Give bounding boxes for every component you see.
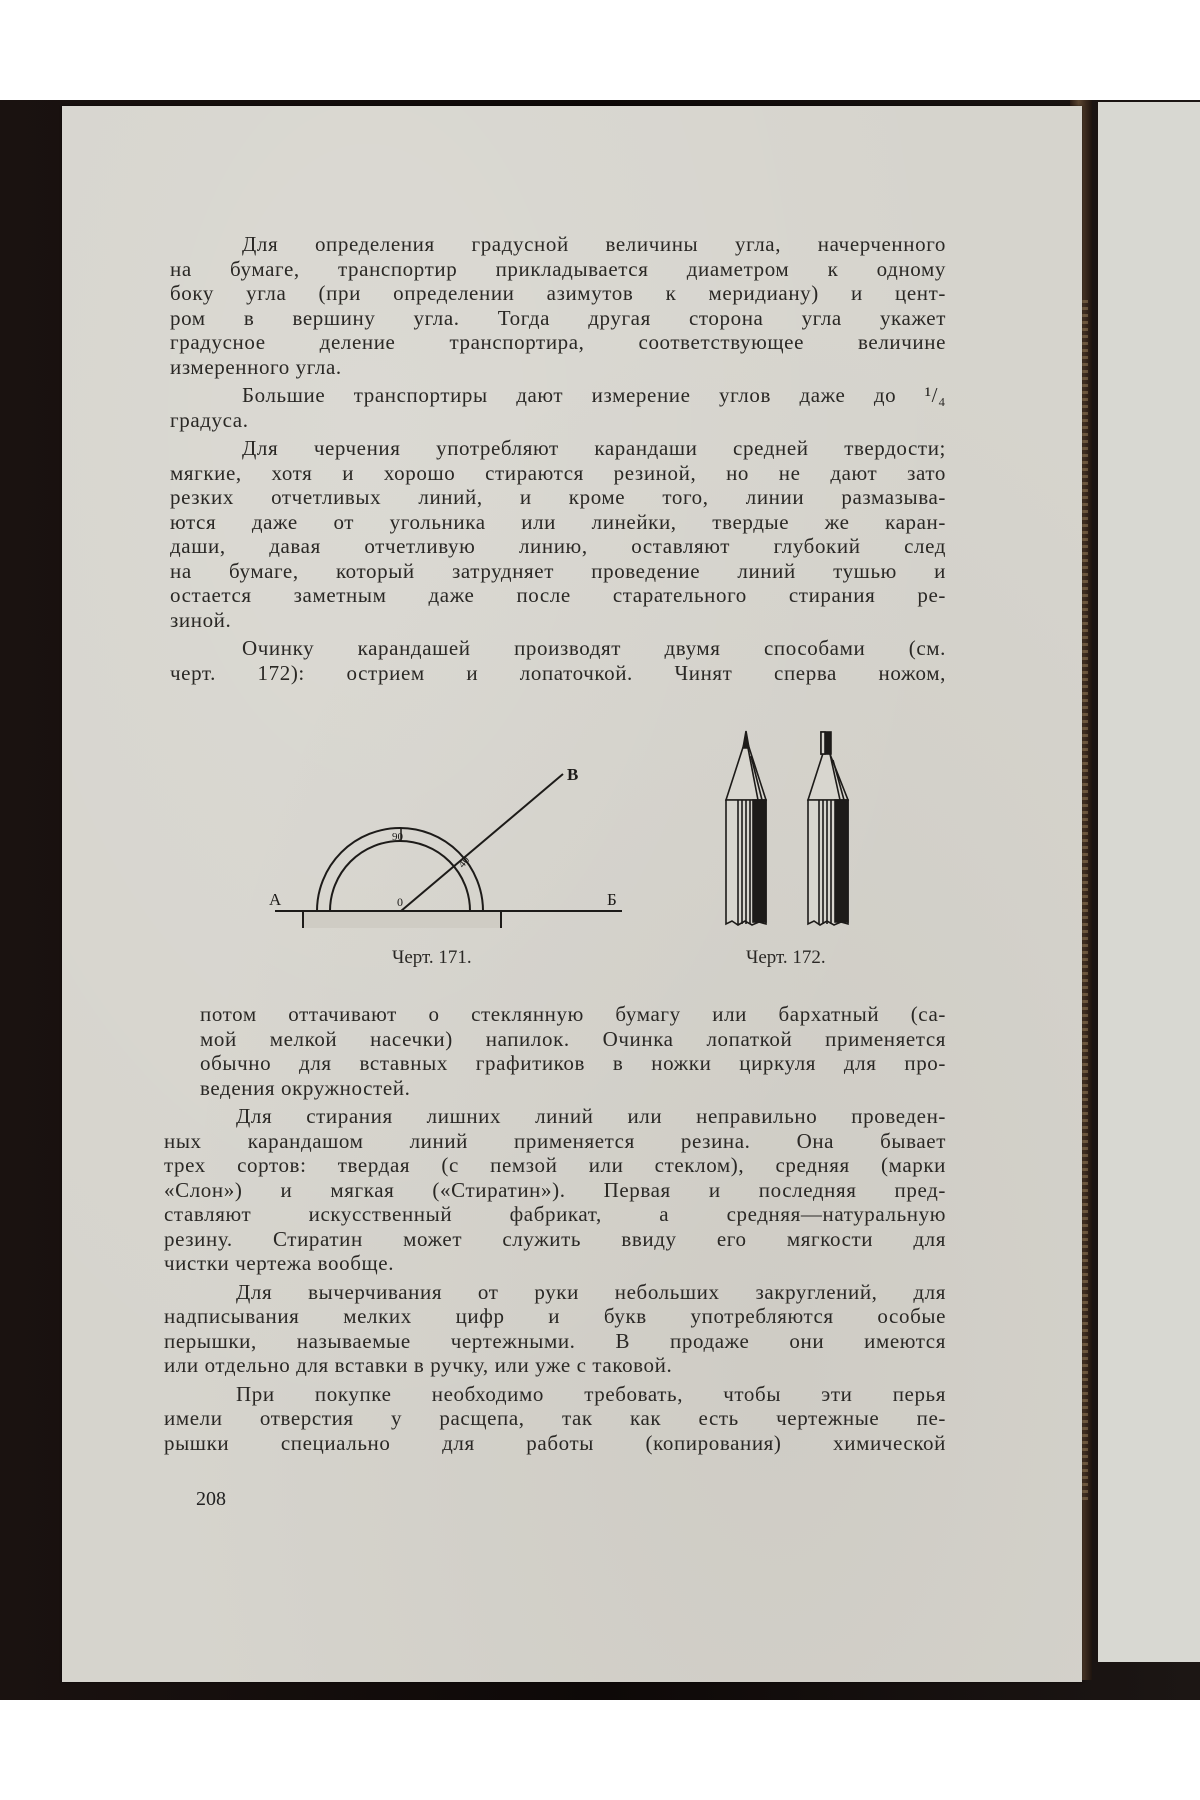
text-line: черт. 172): острием и лопаточкой. Чинят сперва ножом, xyxy=(170,660,946,685)
text-line: ются даже от угольника или линейки, твердые же каран- xyxy=(170,509,946,534)
text-line: на бумаге, транспортир прикладывается диаметром к одному xyxy=(170,256,946,281)
paragraph-sharpening-continued xyxy=(200,1002,946,1100)
text-line: Для вычерчивания от руки небольших закруглений, для xyxy=(236,1279,946,1304)
text-line: резких отчетливых линий, и кроме того, линии размазыва- xyxy=(170,485,946,509)
text-line: мягкие, хотя и хорошо стираются резиной, но не дают зато xyxy=(170,460,946,485)
paragraph-erasers xyxy=(164,1104,946,1276)
label-a: А xyxy=(269,890,282,909)
text-line: измеренного угла. xyxy=(170,354,342,379)
protractor-diagram-icon xyxy=(265,748,635,928)
label-90-degrees: 90 xyxy=(392,831,403,843)
paragraph-protractor xyxy=(170,232,946,379)
label-origin: 0 xyxy=(397,895,403,909)
text-line: чистки чертежа вообще. xyxy=(164,1251,395,1275)
text-line: обычно для вставных графитиков в ножки циркуля для про- xyxy=(200,1051,946,1075)
paragraph-buying-nibs xyxy=(164,1381,946,1456)
text-line: рышки специально для работы (копирования) химической xyxy=(164,1430,946,1455)
text-line: надписывания мелких цифр и букв употребляются особые xyxy=(164,1304,946,1328)
text-line: Очинку карандашей производят двумя способами (см. xyxy=(242,636,946,660)
text-line: боку угла (при определении азимутов к меридиану) и цент- xyxy=(170,281,946,305)
label-v: В xyxy=(567,765,579,784)
text-line: градусное деление транспортира, соответствующее величине xyxy=(170,330,946,354)
text-line: Для черчения употребляют карандаши средней твердости; xyxy=(242,436,946,460)
text-line: «Слон») и мягкая («Стиратин»). Первая и последняя пред- xyxy=(164,1177,946,1202)
text-line: остается заметным даже после старательного стирания ре- xyxy=(170,583,946,607)
text-line: ром в вершину угла. Тогда другая сторона угла укажет xyxy=(170,305,946,330)
text-line: ных карандашом линий применяется резина. Она бывает xyxy=(164,1128,946,1153)
text-line: резину. Стиратин может служить ввиду его мягкости для xyxy=(164,1226,946,1251)
text-line: мой мелкой насечки) напилок. Очинка лопаткой применяется xyxy=(200,1026,946,1051)
text-line: зиной. xyxy=(170,607,232,632)
figure-171-caption: Черт. 171. xyxy=(392,947,472,968)
paragraph-sharpening xyxy=(170,636,946,685)
figure-172-caption: Черт. 172. xyxy=(746,947,826,968)
text-line: градуса. xyxy=(170,407,249,432)
text-line: трех сортов: твердая (с пемзой или стеклом), средняя (марки xyxy=(164,1153,946,1177)
text-line: имели отверстия у расщепа, так как есть чертежные пе- xyxy=(164,1406,946,1430)
text-line: Большие транспортиры дают измерение углов даже до ¹/₄ xyxy=(242,383,946,407)
text-line: Для стирания лишних линий или неправильно проведен- xyxy=(236,1104,946,1128)
label-b: Б xyxy=(607,890,617,909)
text-line: или отдельно для вставки в ручку, или уже с таковой. xyxy=(164,1353,673,1377)
adjacent-page-edge xyxy=(1098,102,1200,1662)
text-line: При покупке необходимо требовать, чтобы эти перья xyxy=(236,1381,946,1406)
paragraph-pencils xyxy=(170,436,946,632)
text-line: ставляют искусственный фабрикат, а средняя—натуральную xyxy=(164,1202,946,1226)
text-line: Для определения градусной величины угла, начерченного xyxy=(242,232,946,256)
label-40-degrees: 40 xyxy=(455,854,473,871)
page-number: 208 xyxy=(196,1488,226,1510)
text-line: перышки, называемые чертежными. В продаже они имеются xyxy=(164,1328,946,1353)
text-line: на бумаге, который затрудняет проведение линий тушью и xyxy=(170,558,946,583)
text-block-bottom xyxy=(164,1002,946,1455)
text-line: даши, давая отчетливую линию, оставляют глубокий след xyxy=(170,534,946,558)
figure-171-protractor xyxy=(265,748,635,928)
figure-172-pencils xyxy=(718,728,868,928)
text-line: ведения окружностей. xyxy=(200,1075,411,1100)
text-line: потом оттачивают о стеклянную бумагу или бархатный (са- xyxy=(200,1002,946,1026)
paragraph-drawing-nibs xyxy=(164,1279,946,1378)
sharpened-pencils-icon xyxy=(718,728,868,928)
paragraph-large-protractors xyxy=(170,383,946,432)
text-block-top xyxy=(170,232,946,685)
